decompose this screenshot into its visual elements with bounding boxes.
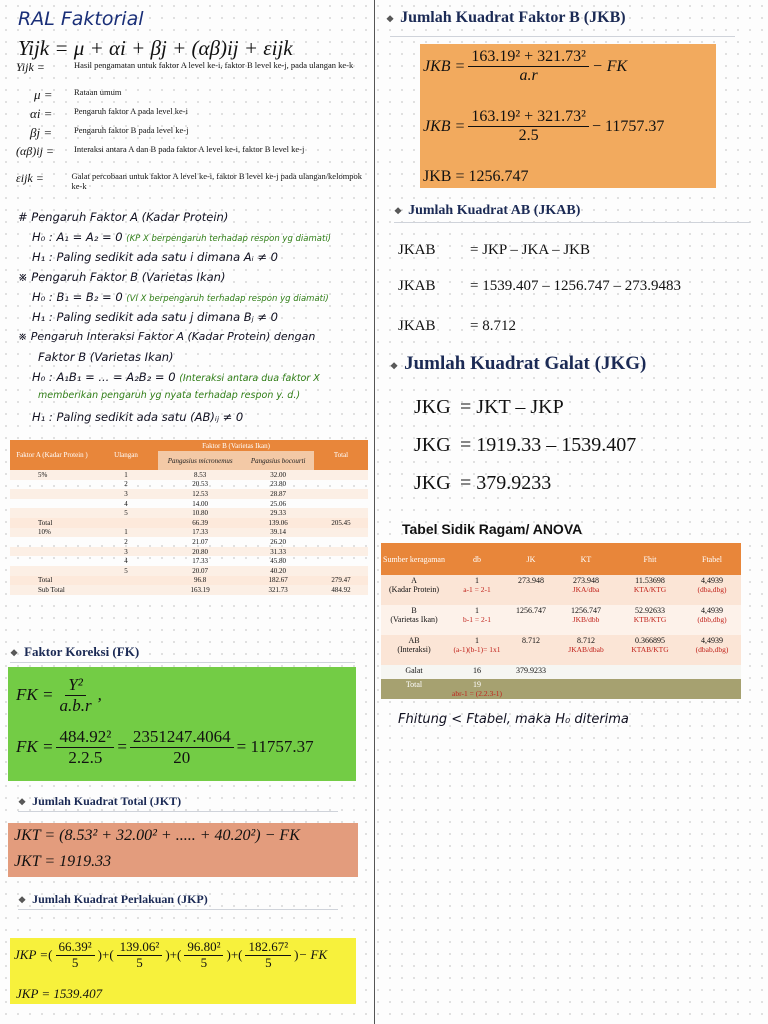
- anova-value: 379.9233: [516, 666, 546, 675]
- table-cell: [314, 537, 368, 547]
- anova-formula: JKA/dba: [572, 585, 600, 594]
- table-cell: 2: [124, 537, 128, 546]
- term-description: Interaksi antara A dan B pada faktor A level ke-i, faktor B level ke-j: [74, 144, 305, 154]
- divider-line: [10, 662, 355, 663]
- subheader-cell: Pangasius micronemus: [158, 451, 242, 470]
- table-cell: 28.87: [242, 489, 314, 499]
- anova-value: 52.92633: [635, 606, 665, 615]
- anova-cell: [381, 605, 447, 635]
- anova-cell: [507, 605, 555, 635]
- anova-cell: [381, 665, 447, 679]
- note-green-text: (KP X berpengaruh terhadap respon yg diamati): [126, 234, 332, 244]
- jkp-title: [18, 892, 208, 907]
- anova-cell: [381, 575, 447, 605]
- page-title: RAL Faktorial: [18, 8, 144, 30]
- jkg-lhs: JKG: [414, 434, 451, 456]
- fk-den: 2.2.5: [68, 747, 103, 767]
- table-cell: 8.53: [158, 470, 242, 480]
- jkp-num: 139.06²: [117, 940, 163, 956]
- jkg-row: [414, 472, 636, 510]
- jkt-title: [18, 794, 181, 809]
- note-line: [18, 290, 368, 310]
- fk-box: [8, 667, 356, 781]
- table-cell: [314, 480, 368, 490]
- jkb-lhs: JKB =: [423, 117, 466, 135]
- conclusion-note: Fhitung < Ftabel, maka H₀ diterima: [398, 712, 629, 727]
- data-table: [10, 440, 368, 595]
- jkab-title: [394, 203, 580, 219]
- anova-cell: [507, 665, 555, 679]
- anova-formula: (dba,dbg): [697, 585, 727, 594]
- table-cell: 1: [94, 528, 158, 538]
- anova-value: 0.366895: [635, 636, 665, 645]
- note-line: ※ Pengaruh Interaksi Faktor A (Kadar Protein) dengan: [18, 330, 316, 343]
- handwritten-notes: [18, 210, 368, 430]
- note-line: H₁ : Paling sedikit ada satu (AB)ᵢⱼ ≠ 0: [32, 410, 244, 424]
- diamond-icon: ❖: [390, 361, 399, 371]
- anova-formula: abr-1 = (2.2.3-1): [452, 689, 502, 698]
- table-cell: 4: [124, 499, 128, 508]
- term-symbol: βj =: [30, 125, 53, 140]
- anova-cell: [617, 665, 683, 679]
- anova-cell: [683, 605, 741, 635]
- table-cell: 3: [94, 489, 158, 499]
- note-text: H₀ : A₁ = A₂ = 0: [32, 230, 123, 244]
- table-cell: 1: [94, 470, 158, 480]
- table-cell: 26.20: [270, 537, 286, 546]
- table-cell: 139.06: [242, 518, 314, 528]
- note-line: Faktor B (Varietas Ikan): [38, 350, 174, 364]
- anova-table-wrap: [381, 543, 741, 699]
- fk-line-1: FK = $\frac{\text{Y²}}{a.b.r}$ ,: [16, 675, 102, 715]
- table-cell: 23.80: [270, 480, 286, 489]
- table-cell: 20.53: [192, 480, 208, 489]
- anova-row: [381, 665, 741, 679]
- jkg-row: [414, 434, 636, 472]
- anova-cell: [447, 679, 507, 699]
- divider-line: [18, 811, 338, 812]
- table-cell: [10, 499, 94, 509]
- model-equation: Yijk = μ + αi + βj + (αβ)ij + εijk: [18, 36, 293, 60]
- anova-formula: a-1 = 2-1: [463, 585, 491, 594]
- anova-cell: [555, 679, 617, 699]
- anova-formula: KTB/KTG: [633, 615, 667, 624]
- note-line: ※ Pengaruh Faktor B (Varietas Ikan): [18, 270, 226, 284]
- term-description: Rataan umum: [74, 87, 122, 97]
- anova-value: 4,4939: [701, 636, 723, 645]
- term-symbol: εijk =: [16, 171, 44, 185]
- table-cell: 4: [124, 557, 128, 566]
- header-cell: Sumber keragaman: [381, 543, 447, 575]
- data-table-wrap: [10, 440, 368, 595]
- table-cell: 25.06: [270, 499, 286, 508]
- anova-value: 16: [473, 666, 481, 675]
- header-cell: Ulangan: [94, 440, 158, 470]
- jkg-title: [390, 353, 646, 375]
- table-cell: 321.73: [242, 585, 314, 595]
- anova-formula: (Interaksi): [397, 645, 431, 654]
- table-cell: 31.33: [242, 547, 314, 557]
- table-cell: 3: [94, 547, 158, 557]
- table-cell: 5: [94, 508, 158, 518]
- jkp-line-1: JKP = ( $\frac{\text{66.39²}}{5}$ )+( $\frac{\text{139.06²}}{5}$ )+( $\frac{\text{96.80²}}{5}$ )+( $\frac{\text{182.67²}}{5}$ ) − FK: [14, 939, 328, 970]
- jkp-den: 5: [200, 954, 208, 970]
- jkg-lhs: JKG: [414, 472, 451, 494]
- table-cell: [94, 576, 158, 586]
- anova-formula: JKB/dbb: [572, 615, 600, 624]
- table-cell: 17.33: [158, 528, 242, 538]
- term-description: Hasil pengamatan untuk faktor A level ke-i, faktor B level ke-j, pada ulangan ke-k: [74, 60, 354, 70]
- anova-value: 8.712: [577, 636, 595, 645]
- term-description: Pengaruh faktor A pada level ke-i: [74, 106, 189, 116]
- table-cell: [10, 537, 94, 547]
- anova-value: 4,4939: [701, 606, 723, 615]
- header-cell: Total: [314, 440, 368, 470]
- table-cell: 10%: [10, 528, 94, 538]
- term-symbol: Yijk =: [16, 60, 45, 74]
- anova-value: 19: [473, 680, 481, 689]
- anova-cell: [617, 575, 683, 605]
- anova-formula: (dbab,dbg): [695, 645, 729, 654]
- anova-cell: [683, 575, 741, 605]
- model-term: [16, 106, 366, 125]
- table-cell: 45.80: [270, 557, 286, 566]
- table-cell: 39.14: [242, 528, 314, 538]
- anova-formula: KTAB/KTG: [631, 645, 669, 654]
- table-cell: 14.00: [192, 499, 208, 508]
- fk-num: 2351247.4064: [130, 727, 234, 748]
- jkt-line-1: JKT = (8.53² + 32.00² + ..... + 40.20²) − FK: [14, 827, 300, 844]
- subheader-cell: Pangasius bocourti: [242, 451, 314, 470]
- diamond-icon: ❖: [386, 14, 395, 24]
- jkp-num: 182.67²: [245, 940, 291, 956]
- fk-title-text: Faktor Koreksi (FK): [24, 644, 140, 659]
- table-cell: [10, 556, 94, 566]
- anova-value: 1256.747: [571, 606, 601, 615]
- model-term: [16, 60, 366, 87]
- table-cell: 5: [94, 566, 158, 576]
- table-cell: 21.07: [192, 537, 208, 546]
- anova-value: 8.712: [522, 636, 540, 645]
- jkb-lhs: JKB =: [423, 57, 466, 75]
- table-cell: Total: [10, 518, 94, 528]
- model-term: [16, 144, 366, 171]
- anova-value: 1: [475, 636, 479, 645]
- jkab-row: [398, 278, 681, 318]
- fk-line-2: FK = $\frac{\text{484.92²}}{2.2.5}$ = $\frac{2351247.4064}{20}$ = 11757.37: [16, 727, 314, 767]
- table-cell: [314, 470, 368, 480]
- fk-den: a.b.r: [59, 695, 92, 715]
- table-row: [10, 576, 368, 586]
- jkb-tail: − FK: [591, 57, 628, 75]
- anova-value: 1: [475, 606, 479, 615]
- table-row: [10, 508, 368, 518]
- anova-cell: [555, 635, 617, 665]
- jkp-lhs: JKP =: [14, 947, 49, 963]
- anova-cell: [507, 575, 555, 605]
- jkab-rows: [398, 242, 681, 348]
- anova-formula: KTA/KTG: [633, 585, 667, 594]
- jkg-rows: [414, 396, 636, 510]
- anova-value: Total: [405, 680, 423, 689]
- header-cell: Faktor B (Varietas Ikan): [158, 440, 314, 451]
- table-cell: 182.67: [242, 576, 314, 586]
- header-cell: Faktor A (Kadar Protein ): [10, 440, 94, 470]
- jkt-line-2: JKT = 1919.33: [14, 853, 112, 870]
- jkp-line-2: JKP = 1539.407: [16, 986, 103, 1001]
- table-cell: [10, 547, 94, 557]
- anova-value: 11.53698: [635, 576, 665, 585]
- anova-value: 273.948: [518, 576, 544, 585]
- table-cell: [10, 480, 94, 490]
- table-cell: [10, 566, 94, 576]
- term-description: Galat percobaan untuk faktor A level ke-i, faktor B level ke-j pada ulangan/kelompok ke-k: [71, 171, 363, 191]
- jkb-line-3: JKB = 1256.747: [423, 168, 529, 185]
- note-line: # Pengaruh Faktor A (Kadar Protein): [18, 210, 229, 224]
- jkab-rhs: = 1539.407 – 1256.747 – 273.9483: [470, 278, 681, 294]
- table-cell: 163.19: [158, 585, 242, 595]
- anova-formula: (a-1)(b-1)= 1x1: [453, 645, 501, 654]
- jkab-row: [398, 242, 681, 278]
- table-cell: 29.33: [242, 508, 314, 518]
- anova-value: 1: [475, 576, 479, 585]
- table-cell: 96.8: [158, 576, 242, 586]
- anova-cell: [683, 635, 741, 665]
- diamond-icon: ❖: [394, 206, 403, 216]
- anova-value: AB: [408, 636, 420, 645]
- jkg-rhs: = JKT – JKP: [460, 396, 564, 418]
- jkg-lhs: JKG: [414, 396, 451, 418]
- table-cell: [314, 508, 368, 518]
- note-line: H₁ : Paling sedikit ada satu j dimana Bⱼ ≠ 0: [32, 310, 278, 324]
- anova-cell: [617, 605, 683, 635]
- model-term: [16, 171, 366, 198]
- anova-title: Tabel Sidik Ragam/ ANOVA: [402, 521, 583, 537]
- jkb-den: a.r: [519, 67, 538, 85]
- anova-cell: [381, 635, 447, 665]
- jkt-title-text: Jumlah Kuadrat Total (JKT): [32, 794, 182, 808]
- anova-cell: [683, 665, 741, 679]
- note-text: H₀ : A₁B₁ = ... = A₂B₂ = 0: [32, 370, 176, 384]
- anova-value: 4,4939: [701, 576, 723, 585]
- table-cell: 484.92: [314, 585, 368, 595]
- jkg-rhs: = 1919.33 – 1539.407: [460, 434, 637, 456]
- fk-num: Y²: [65, 675, 86, 696]
- divider-line: [394, 222, 750, 223]
- table-row: [10, 537, 368, 547]
- jkab-title-text: Jumlah Kuadrat AB (JKAB): [408, 203, 581, 218]
- table-row: [10, 556, 368, 566]
- anova-table: [381, 543, 741, 699]
- anova-formula: (dbb,dbg): [697, 615, 727, 624]
- anova-cell: [555, 575, 617, 605]
- anova-row: [381, 679, 741, 699]
- anova-cell: [507, 679, 555, 699]
- jkb-tail: − 11757.37: [591, 117, 665, 135]
- term-symbol: (αβ)ij =: [16, 144, 55, 158]
- table-cell: [314, 528, 368, 538]
- jkb-line-1: [423, 48, 627, 86]
- note-green-text: (Interaksi antara dua faktor X: [179, 373, 320, 384]
- table-cell: 40.20: [242, 566, 314, 576]
- note-line: [18, 230, 368, 250]
- jkp-den: 5: [265, 954, 272, 970]
- table-cell: [94, 518, 158, 528]
- table-cell: [94, 585, 158, 595]
- table-cell: 5%: [10, 470, 94, 480]
- jkb-den: 2.5: [518, 127, 539, 145]
- jkp-box: [10, 938, 356, 1004]
- jkg-title-text: Jumlah Kuadrat Galat (JKG): [404, 353, 647, 374]
- header-cell: db: [447, 543, 507, 575]
- jkp-title-text: Jumlah Kuadrat Perlakuan (JKP): [32, 892, 208, 906]
- table-cell: Total: [10, 576, 94, 586]
- table-row: [10, 480, 368, 490]
- jkp-num: 96.80²: [184, 940, 223, 956]
- table-row: [10, 499, 368, 509]
- column-divider: [374, 0, 375, 1024]
- fk-lhs: FK =: [16, 685, 54, 705]
- fk-den: 20: [173, 747, 191, 767]
- model-terms: [16, 60, 366, 198]
- table-cell: 20.80: [158, 547, 242, 557]
- table-cell: 17.33: [192, 557, 208, 566]
- anova-row: [381, 575, 741, 605]
- jkb-box: [420, 44, 716, 188]
- jkb-title-text: Jumlah Kuadrat Faktor B (JKB): [400, 9, 626, 26]
- jkg-row: [414, 396, 636, 434]
- anova-formula: (Varietas Ikan): [390, 615, 438, 624]
- jkb-num: 163.19² + 321.73²: [468, 48, 589, 67]
- table-row: [10, 489, 368, 499]
- fk-lhs: FK =: [16, 737, 54, 757]
- anova-cell: [447, 575, 507, 605]
- table-cell: Sub Total: [10, 585, 94, 595]
- note-text: H₀ : B₁ = B₂ = 0: [32, 290, 123, 304]
- table-row: [10, 518, 368, 528]
- header-cell: Fhit: [617, 543, 683, 575]
- anova-cell: [507, 635, 555, 665]
- diamond-icon: ❖: [18, 895, 27, 905]
- term-description: Pengaruh faktor B pada level ke-j: [74, 125, 189, 135]
- jkp-den: 5: [136, 954, 143, 970]
- diamond-icon: ❖: [10, 648, 19, 658]
- anova-cell: [683, 679, 741, 699]
- jkp-tail: − FK: [298, 947, 328, 963]
- anova-value: 273.948: [573, 576, 599, 585]
- table-cell: 32.00: [242, 470, 314, 480]
- term-symbol: μ =: [34, 87, 53, 102]
- anova-formula: (Kadar Protein): [389, 585, 439, 594]
- jkp-num: 66.39²: [56, 940, 95, 956]
- jkt-box: [8, 823, 358, 877]
- note-line: H₁ : Paling sedikit ada satu i dimana Aᵢ ≠ 0: [32, 250, 278, 264]
- anova-cell: [555, 605, 617, 635]
- jkg-rhs: = 379.9233: [460, 472, 552, 494]
- header-cell: Ftabel: [683, 543, 741, 575]
- table-cell: [314, 489, 368, 499]
- jkb-title: [386, 9, 626, 27]
- table-cell: 205.45: [314, 518, 368, 528]
- fk-num: 484.92²: [56, 727, 114, 748]
- jkab-rhs: = 8.712: [470, 318, 516, 334]
- table-cell: [10, 489, 94, 499]
- table-cell: 279.47: [314, 576, 368, 586]
- term-symbol: αi =: [30, 106, 53, 121]
- fk-title: [10, 644, 139, 660]
- anova-cell: [381, 679, 447, 699]
- table-cell: [314, 547, 368, 557]
- table-row: [10, 585, 368, 595]
- jkab-rhs: = JKP – JKA – JKB: [470, 242, 591, 258]
- anova-formula: JKAB/dbab: [568, 645, 604, 654]
- anova-value: A: [411, 576, 417, 585]
- anova-cell: [617, 635, 683, 665]
- anova-value: B: [411, 606, 417, 615]
- jkab-lhs: JKAB: [398, 242, 436, 258]
- anova-row: [381, 635, 741, 665]
- model-term: [16, 87, 366, 106]
- anova-cell: [447, 605, 507, 635]
- header-cell: JK: [507, 543, 555, 575]
- jkb-line-2: [423, 108, 664, 146]
- table-cell: 12.53: [158, 489, 242, 499]
- fk-result: = 11757.37: [236, 737, 314, 757]
- note-green-text: (VI X berpengaruh terhadap respon yg diamati): [126, 294, 329, 304]
- table-cell: [314, 566, 368, 576]
- header-cell: KT: [555, 543, 617, 575]
- table-cell: 2: [124, 480, 128, 489]
- anova-value: 1256.747: [516, 606, 546, 615]
- anova-cell: [555, 665, 617, 679]
- table-cell: [314, 499, 368, 509]
- jkb-num: 163.19² + 321.73²: [468, 108, 589, 127]
- divider-line: [18, 909, 338, 910]
- anova-row: [381, 605, 741, 635]
- table-cell: [10, 508, 94, 518]
- jkab-lhs: JKAB: [398, 318, 436, 334]
- jkab-lhs: JKAB: [398, 278, 436, 294]
- anova-cell: [447, 635, 507, 665]
- note-line: [18, 370, 368, 390]
- table-row: [10, 528, 368, 538]
- table-header: [10, 440, 368, 451]
- table-row: [10, 547, 368, 557]
- anova-header: [381, 543, 741, 575]
- table-cell: 66.39: [158, 518, 242, 528]
- table-cell: 20.07: [158, 566, 242, 576]
- note-line: memberikan pengaruh yg nyata terhadap respon y. d.): [38, 390, 301, 401]
- model-term: [16, 125, 366, 144]
- table-cell: [314, 556, 368, 566]
- jkab-row: [398, 318, 681, 348]
- anova-value: Galat: [405, 666, 423, 675]
- jkp-den: 5: [71, 954, 79, 970]
- anova-formula: b-1 = 2-1: [463, 615, 491, 624]
- diamond-icon: ❖: [18, 797, 27, 807]
- anova-cell: [617, 679, 683, 699]
- divider-line: [390, 36, 735, 37]
- table-row: [10, 470, 368, 480]
- table-cell: 10.80: [158, 508, 242, 518]
- anova-cell: [447, 665, 507, 679]
- table-row: [10, 566, 368, 576]
